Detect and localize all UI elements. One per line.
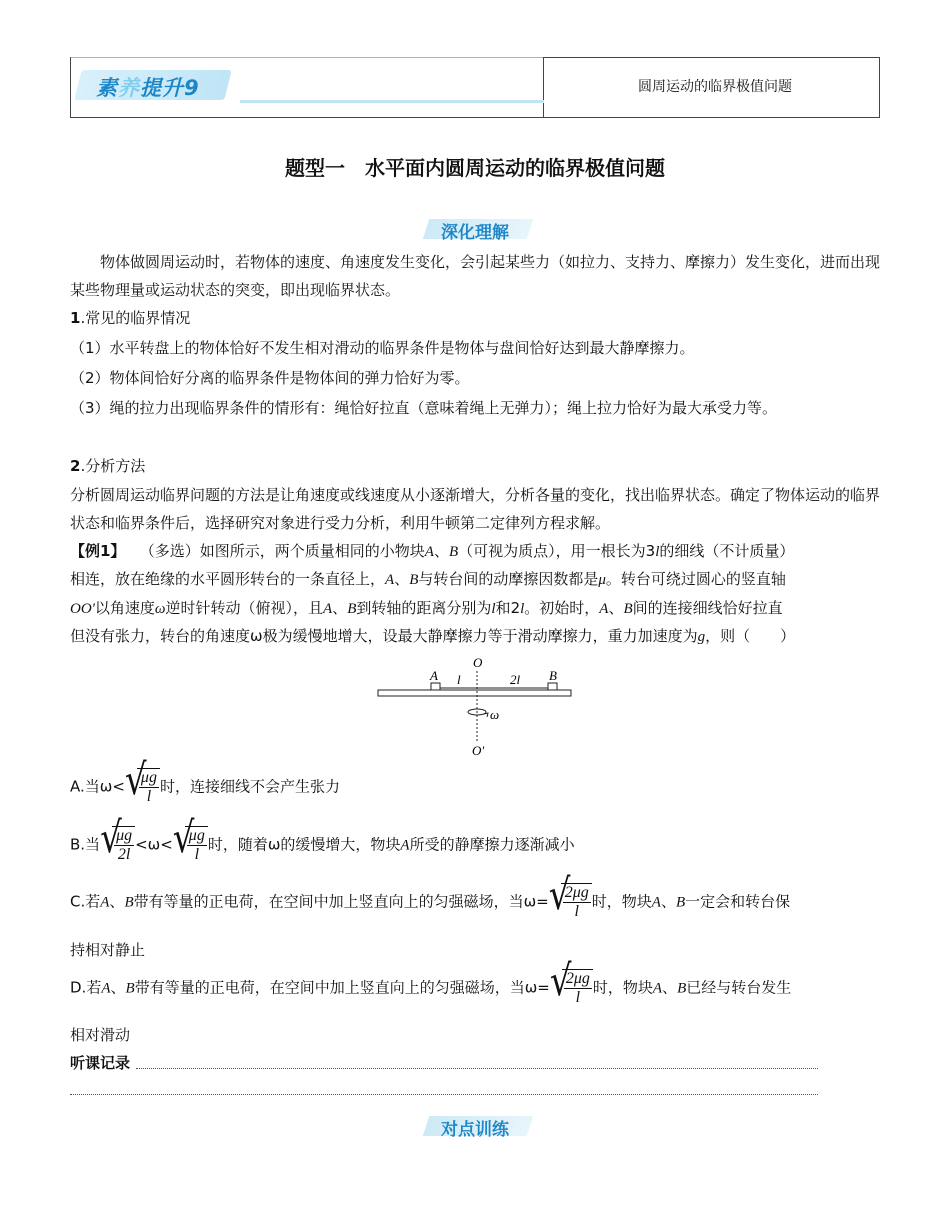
option-d-line-2: 相对滑动 xyxy=(70,1026,131,1044)
label-omega: ω xyxy=(490,707,500,722)
label-o: O xyxy=(473,655,483,670)
subsection-2-title: 2.分析方法 xyxy=(70,457,146,475)
header-right-rule xyxy=(543,57,879,58)
intro-paragraph: 物体做圆周运动时，若物体的速度、角速度发生变化，会引起某些力（如拉力、支持力、摩擦力）发生变化，进而出现某些物理量或运动状态的突变，即出现临界状态。 xyxy=(70,253,881,299)
label-2l: 2l xyxy=(510,672,521,687)
option-c: C.若A、B带有等量的正电荷，在空间中加上竖直向上的匀强磁场，当ω= √ $\frac{2\mu g}{l}$ 时，物块A、B一定会和转台保 xyxy=(70,883,882,921)
section-heading-deepen: 深化理解 xyxy=(441,223,509,243)
label-a: A xyxy=(430,668,438,683)
example-line-2: 相连，放在绝缘的水平圆形转台的一条直径上，A、B与转台间的动摩擦因数都是μ。转台可绕过圆心的竖直轴 xyxy=(70,570,786,588)
option-b: B.当 √ $\frac{\mu g}{2l}$ <ω< √ $\frac{\mu g}{l}$ 时，随着ω的缓慢增大，物块A所受的静摩擦力逐渐减小 xyxy=(70,826,882,864)
section-badge: 素养提升9 xyxy=(96,76,200,100)
chapter-title: 圆周运动的临界极值问题 xyxy=(638,79,792,95)
notes-line-1[interactable] xyxy=(136,1068,818,1069)
label-b: B xyxy=(549,668,557,683)
list-item: （3）绳的拉力出现临界条件的情形有：绳恰好拉直（意味着绳上无弹力）；绳上拉力恰好为最大承受力等。 xyxy=(70,399,778,417)
example-line-3: OO'以角速度ω逆时针转动（俯视），且A、B到转轴的距离分别为l和2l。初始时，A、B间的连接细线恰好拉直 xyxy=(70,599,783,617)
notes-label: 听课记录 xyxy=(70,1054,131,1072)
turntable xyxy=(378,690,571,696)
list-item: （1）水平转盘上的物体恰好不发生相对滑动的临界条件是物体与盘间恰好达到最大静摩擦力。 xyxy=(70,339,695,357)
notes-line-2[interactable] xyxy=(70,1094,818,1095)
list-item: （2）物体间恰好分离的临界条件是物体间的弹力恰好为零。 xyxy=(70,369,470,387)
example-line-1: 【例1】 （多选）如图所示，两个质量相同的小物块A、B（可视为质点），用一根长为3l的细线（不计质量） xyxy=(70,542,795,560)
label-l: l xyxy=(457,672,461,687)
block-a xyxy=(431,683,440,690)
example-line-4: 但没有张力，转台的角速度ω极为缓慢地增大，设最大静摩擦力等于滑动摩擦力，重力加速度为g，则（ ） xyxy=(70,627,796,645)
block-b xyxy=(548,683,557,690)
arrowhead-icon xyxy=(484,713,488,717)
option-d: D.若A、B带有等量的正电荷，在空间中加上竖直向上的匀强磁场，当ω= √ $\frac{2\mu g}{l}$ 时，物块A、B已经与转台发生 xyxy=(70,969,882,1007)
method-paragraph: 分析圆周运动临界问题的方法是让角速度或线速度从小逐渐增大，分析各量的变化，找出临界状态。确定了物体运动的临界状态和临界条件后，选择研究对象进行受力分析，利用牛顿第二定律列方程求解。 xyxy=(70,486,881,532)
option-c-line-2: 持相对静止 xyxy=(70,941,146,959)
badge-underline xyxy=(240,100,544,103)
section-heading-practice: 对点训练 xyxy=(441,1120,509,1140)
header-divider xyxy=(543,57,544,117)
page-title: 题型一 水平面内圆周运动的临界极值问题 xyxy=(285,156,665,180)
label-o-prime: O′ xyxy=(472,743,485,758)
turntable-diagram xyxy=(370,655,580,763)
subsection-1-title: 1.常见的临界情况 xyxy=(70,309,191,327)
option-a: A.当ω< √ $\frac{\mu g}{l}$ 时，连接细线不会产生张力 xyxy=(70,768,882,806)
